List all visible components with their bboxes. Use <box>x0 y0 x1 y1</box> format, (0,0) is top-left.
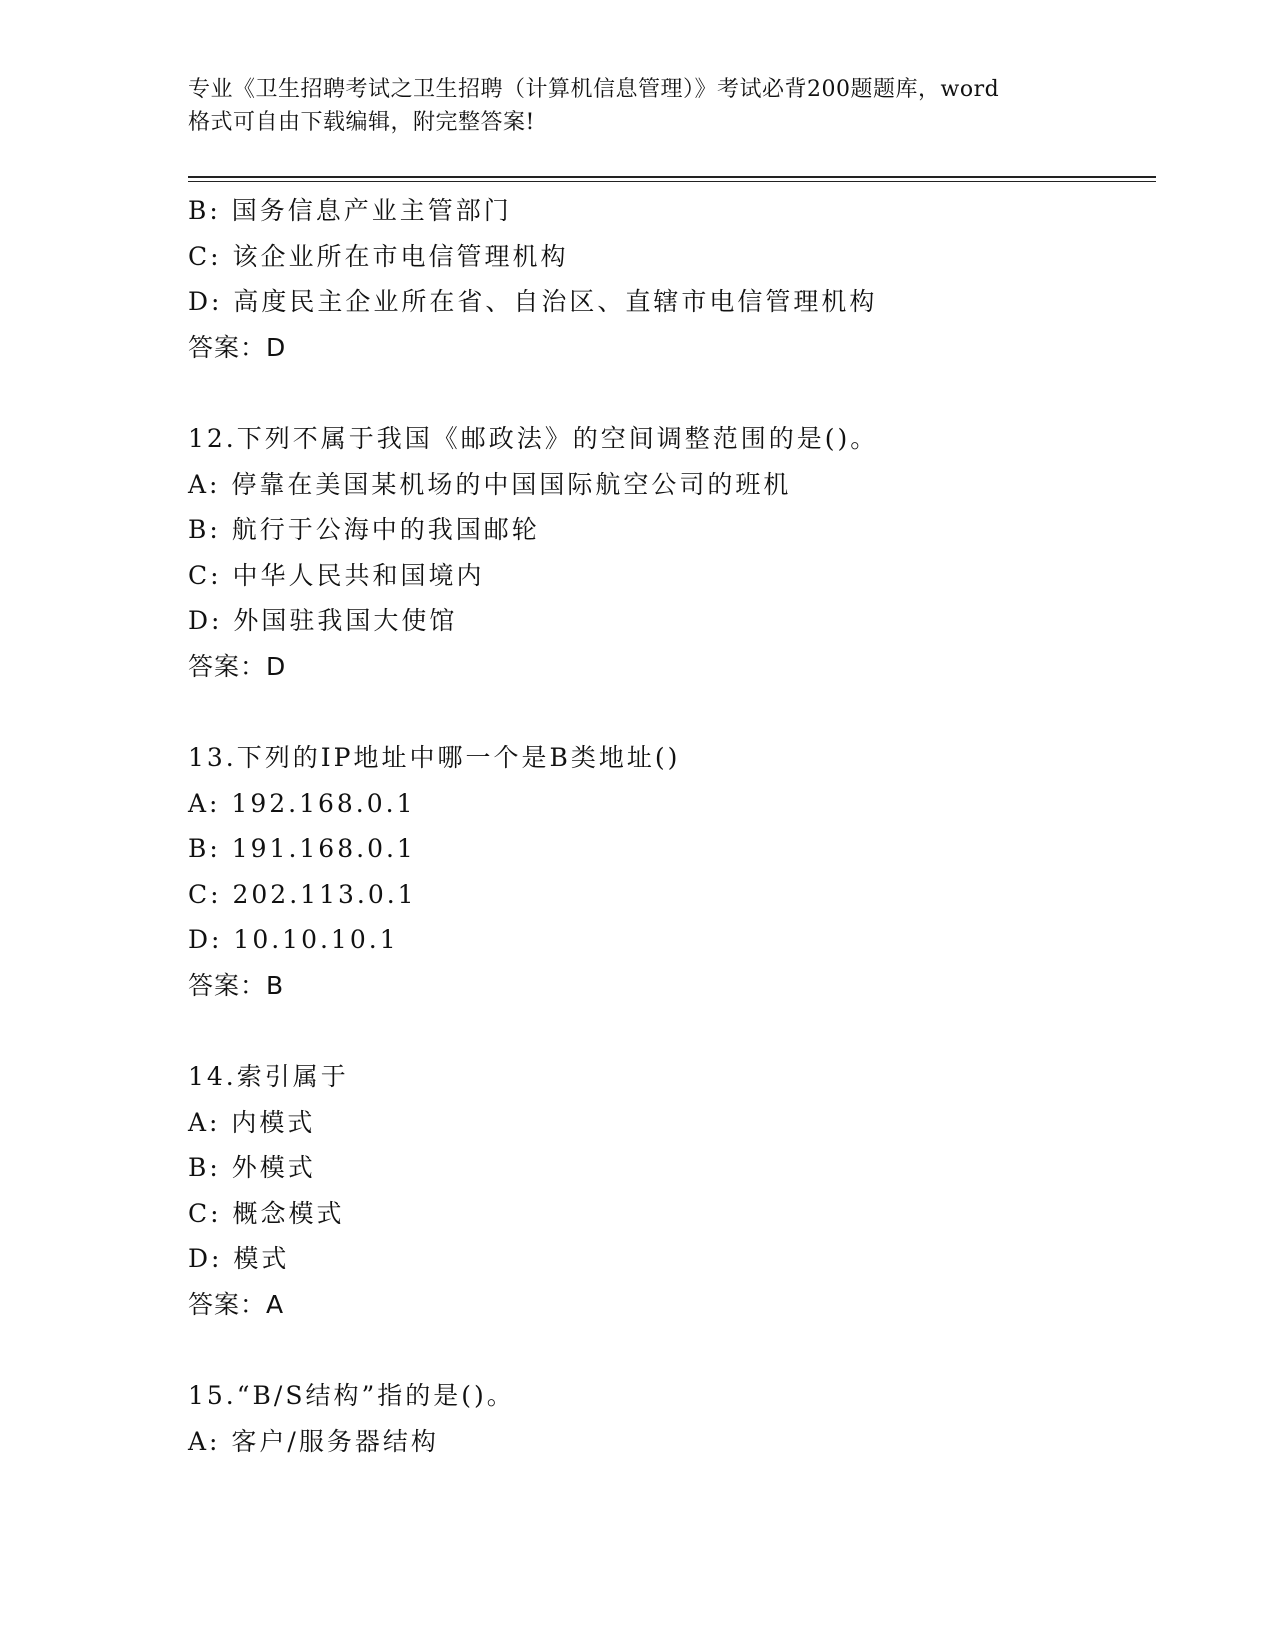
answer-line: 答案：B <box>188 970 285 1000</box>
option-c: C: 该企业所在市电信管理机构 <box>188 241 569 271</box>
question-11-tail <box>188 188 1148 370</box>
option-d: D: 高度民主企业所在省、自治区、直辖市电信管理机构 <box>188 287 878 316</box>
header-rule-thick <box>188 176 1156 178</box>
option-b: B: 航行于公海中的我国邮轮 <box>188 515 540 544</box>
question-15 <box>188 1373 1148 1464</box>
header-rule-thin <box>188 181 1156 182</box>
question-text: 12.下列不属于我国《邮政法》的空间调整范围的是()。 <box>188 424 879 453</box>
question-list <box>188 188 1148 1464</box>
option-d: D: 10.10.10.1 <box>188 925 399 954</box>
question-text: 13.下列的IP地址中哪一个是B类地址() <box>188 743 681 772</box>
option-d: D: 外国驻我国大使馆 <box>188 606 458 635</box>
spacer <box>188 1008 1148 1054</box>
option-d: D: 模式 <box>188 1244 290 1273</box>
spacer <box>188 1327 1148 1373</box>
option-c: C: 中华人民共和国境内 <box>188 560 485 590</box>
question-text: 14.索引属于 <box>188 1062 349 1091</box>
header-line-1: 专业《卫生招聘考试之卫生招聘（计算机信息管理）》考试必背200题题库，word <box>188 77 1000 102</box>
option-c: C: 202.113.0.1 <box>188 879 417 909</box>
option-c: C: 概念模式 <box>188 1198 345 1228</box>
option-a: A: 停靠在美国某机场的中国国际航空公司的班机 <box>188 469 792 499</box>
question-14 <box>188 1054 1148 1327</box>
document-header <box>188 73 1088 139</box>
question-text: 15.“B/S结构”指的是()。 <box>188 1381 515 1410</box>
spacer <box>188 370 1148 416</box>
option-b: B: 外模式 <box>188 1153 316 1182</box>
header-line-2: 格式可自由下载编辑，附完整答案! <box>188 110 535 135</box>
answer-line: 答案：D <box>188 651 287 681</box>
option-b: B: 国务信息产业主管部门 <box>188 196 512 225</box>
answer-line: 答案：D <box>188 332 287 362</box>
question-13 <box>188 735 1148 1008</box>
option-a: A: 内模式 <box>188 1107 316 1137</box>
option-a: A: 客户/服务器结构 <box>188 1426 439 1456</box>
option-b: B: 191.168.0.1 <box>188 834 416 863</box>
option-a: A: 192.168.0.1 <box>188 788 416 818</box>
question-12 <box>188 416 1148 689</box>
answer-line: 答案：A <box>188 1289 285 1319</box>
spacer <box>188 689 1148 735</box>
